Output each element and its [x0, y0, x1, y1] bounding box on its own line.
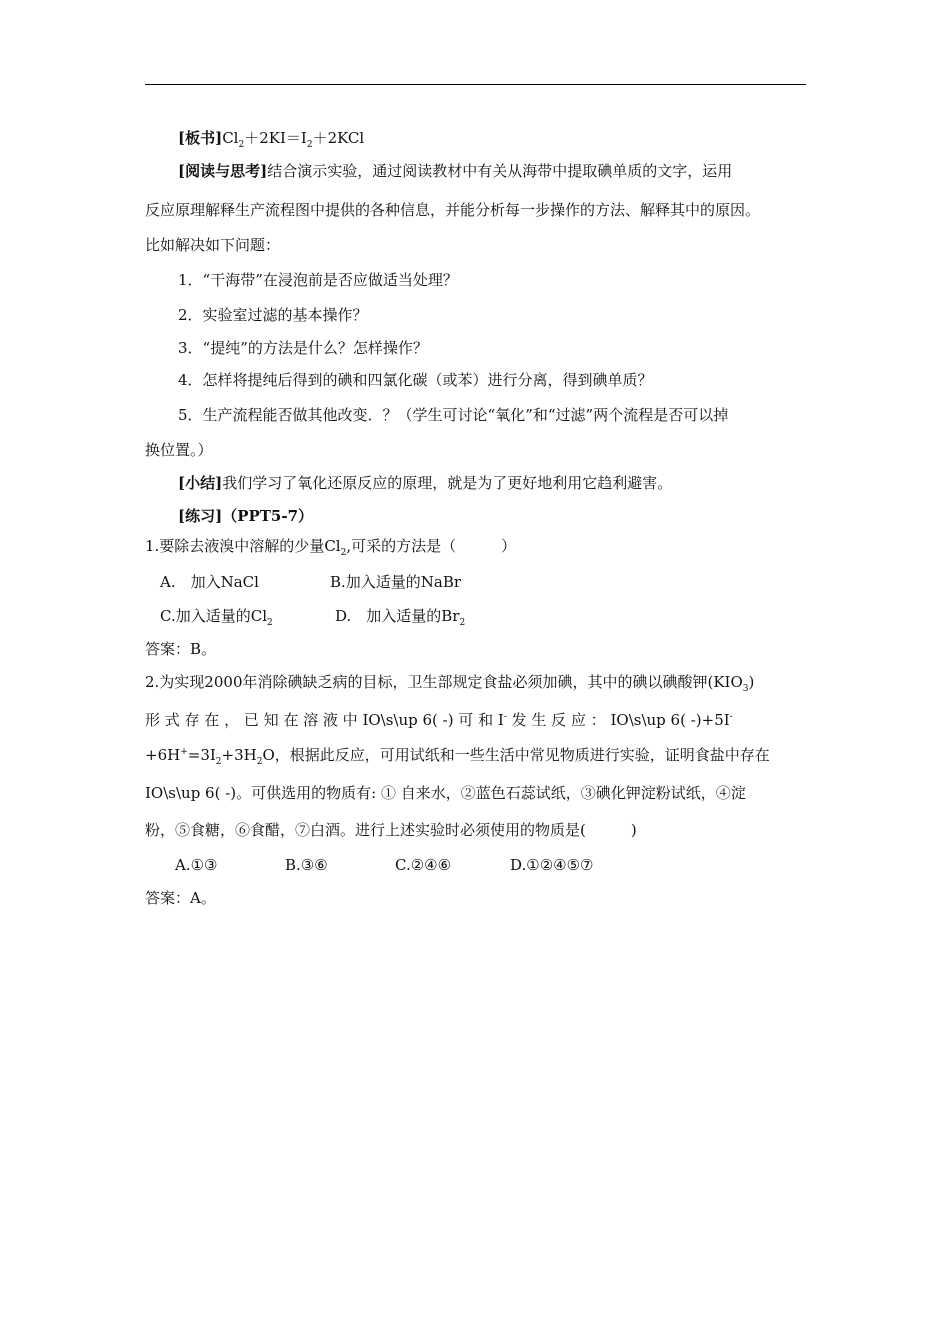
reading-text-1: 结合演示实验，通过阅读教材中有关从海带中提取碘单质的文字，运用	[267, 162, 733, 180]
ex1-option-c	[160, 606, 273, 626]
ex2-line-3-a: +6H	[145, 746, 181, 764]
reading-line-1	[178, 161, 732, 181]
ex2-line-3	[145, 745, 770, 765]
ex2-option-d: D.①②④⑤⑦	[510, 856, 594, 874]
ex2-line-5: 粉，⑤食糖，⑥食醋，⑦白酒。进行上述实验时必须使用的物质是( )	[145, 821, 637, 839]
ex2-line-1	[145, 672, 754, 692]
banshu-label: [板书]	[178, 129, 223, 147]
ex1-option-b: B.加入适量的NaBr	[330, 573, 462, 591]
ex2-line-1-sub: 3	[742, 684, 749, 694]
ex2-line-3-sub: 2	[215, 757, 222, 767]
banshu-eq-sub: 2	[238, 140, 245, 150]
ex1-stem-sub: 2	[340, 548, 347, 558]
practice-line	[178, 506, 313, 526]
banshu-eq-cl: Cl	[222, 129, 239, 147]
ex2-line-3-sub-2: 2	[256, 757, 263, 767]
ex1-answer: 答案：B。	[145, 640, 217, 658]
ex2-option-b: B.③⑥	[285, 856, 328, 874]
question-3: 3．“提纯”的方法是什么？怎样操作？	[178, 339, 428, 357]
question-4: 4．怎样将提纯后得到的碘和四氯化碳（或苯）进行分离，得到碘单质？	[178, 371, 653, 389]
header-rule	[145, 84, 806, 85]
ex1-option-d-sub: 2	[459, 618, 466, 628]
banshu-eq-sub2: 2	[306, 140, 313, 150]
practice-ref: （PPT5-7）	[222, 507, 314, 525]
question-5-continued: 换位置。）	[145, 441, 213, 459]
ex1-option-d-text: D. 加入适量的Br	[335, 607, 460, 625]
reading-line-2: 反应原理解释生产流程图中提供的各种信息，并能分析每一步操作的方法、解释其中的原因。	[145, 201, 761, 219]
ex1-stem-text-2: ,可采的方法是（ ）	[346, 537, 517, 555]
ex2-line-2-text: 形 式 存 在 ， 已 知 在 溶 液 中 IO\s\up 6( -) 可 和 I	[145, 711, 504, 729]
reading-line-3: 比如解决如下问题：	[145, 236, 281, 254]
summary-label: [小结]	[178, 474, 223, 492]
ex2-line-3-d: O，根据此反应，可用试纸和一些生活中常见物质进行实验，证明食盐中存在	[262, 746, 770, 764]
ex2-line-1-text: 2.为实现2000年消除碘缺乏病的目标，卫生部规定食盐必须加碘，其中的碘以碘酸钾(KIO	[145, 673, 743, 691]
ex2-line-2-sup: -	[503, 712, 507, 722]
question-2: 2．实验室过滤的基本操作？	[178, 306, 368, 324]
ex1-option-d	[335, 606, 465, 626]
ex2-line-3-c: +3H	[221, 746, 257, 764]
ex2-option-a: A.①③	[175, 856, 218, 874]
ex2-option-c: C.②④⑥	[395, 856, 452, 874]
ex1-option-c-text: C.加入适量的Cl	[160, 607, 267, 625]
summary-text: 我们学习了氧化还原反应的原理，就是为了更好地利用它趋利避害。	[222, 474, 673, 492]
practice-label: [练习]	[178, 507, 223, 525]
question-5: 5．生产流程能否做其他改变．？（学生可讨论“氧化”和“过滤”两个流程是否可以掉	[178, 406, 729, 424]
question-1: 1．“干海带”在浸泡前是否应做适当处理？	[178, 271, 458, 289]
ex2-line-3-b: =3I	[187, 746, 216, 764]
ex1-option-a: A. 加入NaCl	[160, 573, 259, 591]
ex1-stem	[145, 536, 516, 556]
banshu-eq-mid: ＋2KI＝I	[244, 129, 307, 147]
ex1-stem-text: 1.要除去液溴中溶解的少量Cl	[145, 537, 341, 555]
ex2-line-2	[145, 710, 733, 730]
ex1-option-c-sub: 2	[267, 618, 273, 628]
banshu-line	[178, 128, 364, 148]
ex2-line-4: IO\s\up 6( -)。可供选用的物质有: ① 自来水，②蓝色石蕊试纸，③碘化钾淀粉试纸，④淀	[145, 784, 746, 802]
ex2-line-1-end: )	[748, 673, 755, 691]
reading-label: [阅读与思考]	[178, 162, 268, 180]
ex2-line-2-sup-2: -	[729, 712, 733, 722]
summary-line	[178, 473, 672, 493]
ex2-line-2-text-2: 发 生 反 应 ： IO\s\up 6( -)+5I	[506, 711, 730, 729]
ex2-line-3-sup: +	[180, 747, 188, 757]
ex2-answer: 答案：A。	[145, 889, 216, 907]
banshu-eq-end: ＋2KCl	[312, 129, 365, 147]
